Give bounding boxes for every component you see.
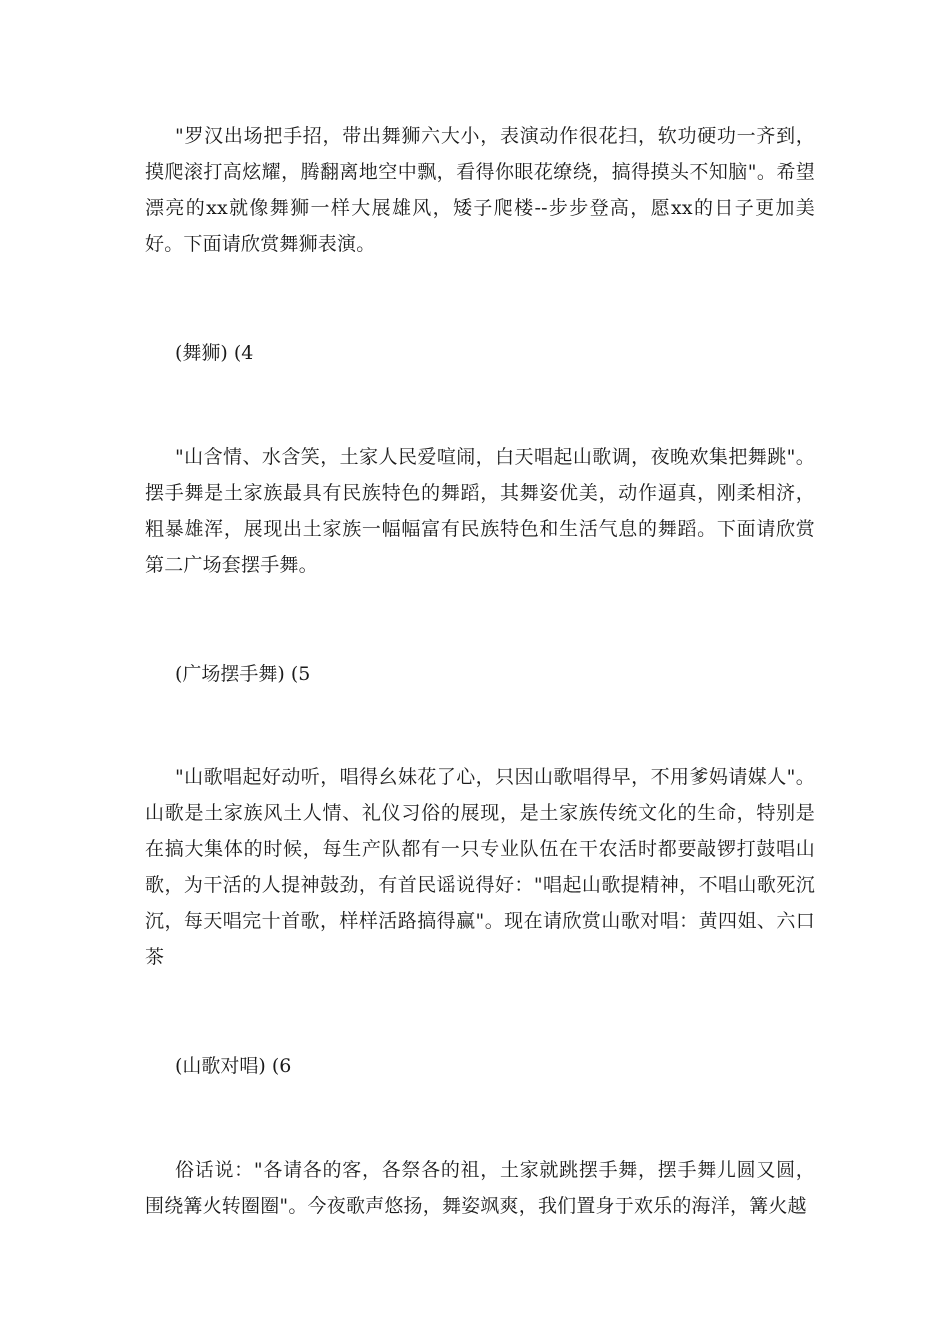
program-heading-lion-dance: (舞狮) (4: [175, 342, 254, 364]
program-heading-square-hand-dance: (广场摆手舞) (5: [175, 663, 311, 685]
paragraph-folk-song-intro: "山歌唱起好动听，唱得幺妹花了心，只因山歌唱得早，不用爹妈请媒人"。山歌是土家族风土人情、礼仪习俗的展现，是土家族传统文化的生命，特别是在搞大集体的时候，每生产队都有一只专业队伍在干农活时都要敲锣打鼓唱山歌，为干活的人提神鼓劲，有首民谣说得好："唱起山歌提精神，不唱山歌死沉沉，每天唱完十首歌，样样活路搞得赢"。现在请欣赏山歌对唱：黄四姐、六口茶: [145, 766, 815, 968]
paragraph-lion-dance-intro: "罗汉出场把手招，带出舞狮六大小，表演动作很花扫，软功硬功一齐到，摸爬滚打高炫耀，腾翻离地空中飘，看得你眼花缭绕，搞得摸头不知脑"。希望漂亮的xx就像舞狮一样大展雄风，矮子爬楼--步步登高，愿xx的日子更加美好。下面请欣赏舞狮表演。: [145, 125, 815, 255]
program-heading-folk-song-duet: (山歌对唱) (6: [175, 1055, 292, 1077]
paragraph-hand-waving-dance-intro: "山含情、水含笑，土家人民爱喧闹，白天唱起山歌调，夜晚欢集把舞跳"。摆手舞是土家族最具有民族特色的舞蹈，其舞姿优美，动作逼真，刚柔相济，粗暴雄浑，展现出土家族一幅幅富有民族特色和生活气息的舞蹈。下面请欣赏第二广场套摆手舞。: [145, 446, 815, 576]
paragraph-bonfire-intro: 俗话说："各请各的客，各祭各的祖，土家就跳摆手舞，摆手舞儿圆又圆，围绕篝火转圈圈"。今夜歌声悠扬，舞姿飒爽，我们置身于欢乐的海洋，篝火越: [145, 1159, 815, 1217]
